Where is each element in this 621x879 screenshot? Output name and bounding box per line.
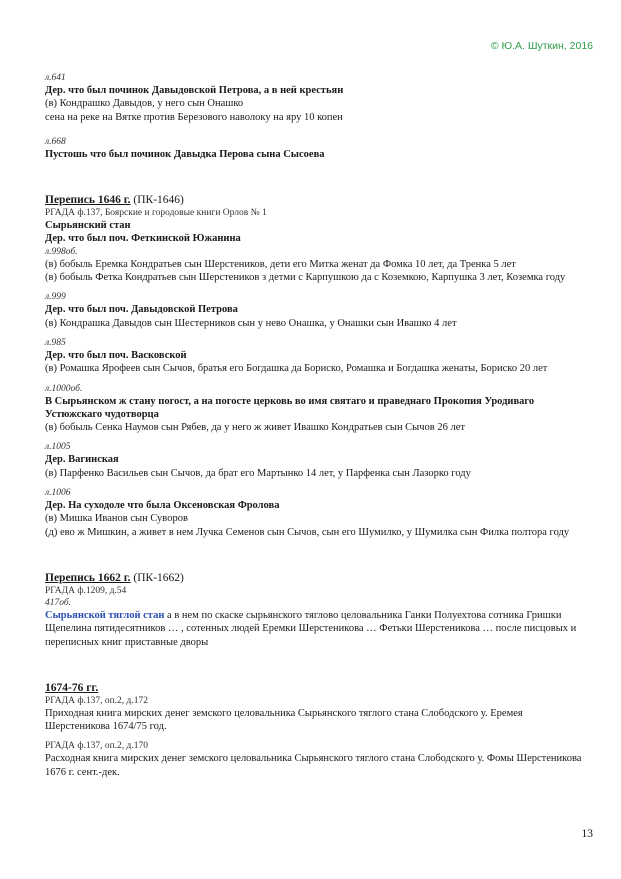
period-title: 1674-76 гг.	[45, 681, 99, 694]
archive-reference: РГАДА ф.137, оп.2, д.170	[45, 741, 149, 752]
stan-title: Сырьянский стан	[45, 220, 131, 232]
entry-line: Расходная книга мирских денег земского целовальника Сырьянского тяглого стана Слободского у. Фомы Шерстеникова 1676 г. сент.-дек.	[45, 753, 582, 778]
entry-title: Дер. Вагинская	[45, 454, 119, 466]
entry-line: Приходная книга мирских денег земского целовальника Сырьянского тяглого стана Слободского у. Еремея Шерстеникова 1674/75 год.	[45, 707, 523, 733]
entry-title: Дер. что был поч. Васковской	[45, 349, 187, 361]
section-heading-1646	[45, 193, 585, 207]
entry-line: (в) Парфенко Васильев сын Сычов, да брат его Мартынко 14 лет, у Парфенка сын Лазорко году	[45, 467, 471, 479]
folio-reference: 417об.	[45, 597, 72, 608]
census-code: (ПК-1662)	[133, 571, 184, 584]
census-1662-body: а в нем по скаске сырьянского тяглово целовальника Ганки Полуехтова сотника Гришки Щепелина пятидесятников … , сотенных людей Еремки Шерстеникова … Фетьки Шерстеникова … после писцовых и переписных книг приставные дворы	[45, 609, 577, 648]
folio-reference: л.1000об.	[45, 383, 83, 394]
entry-title: Дер. что был поч. Феткинской Южанина	[45, 233, 241, 245]
entry-line: (в) Ромашка Ярофеев сын Сычов, братья его Богдашка да Бориско, Ромашка и Богдашка женаты, Бориско 20 лет	[45, 363, 548, 375]
folio-reference: л.985	[45, 337, 66, 348]
folio-reference: л.641	[45, 73, 66, 83]
entry-title: Дер. что был починок Давыдовской Петрова, а в ней крестьян	[45, 85, 344, 96]
folio-reference: л.998об.	[45, 246, 78, 257]
entry-title: Пустошь что был починок Давыдка Перова сына Сысоева	[45, 148, 325, 160]
entry-title: В Сырьянском ж стану погост, а на погосте церковь во имя святаго и праведнаго Прокопия Уродиваго Устюжскаго чудотворца	[45, 395, 535, 420]
entry-title: Дер. На суходоле что была Оксеновская Фролова	[45, 500, 280, 512]
entry-line: (в) Мишка Иванов сын Суворов	[45, 513, 188, 525]
entry-line: (в) бобыль Еремка Кондратьев сын Шерстеников, дети его Митка женат да Фомка 10 лет, да Тренка 5 лет	[45, 258, 516, 270]
copyright-notice: © Ю.А. Шуткин, 2016	[490, 40, 593, 52]
entry-line: сена на реке на Вятке против Березового наволоку на яру 10 копен	[45, 111, 343, 123]
census-title: Перепись 1646 г.	[45, 194, 131, 207]
entry-line: (в) бобыль Сенка Наумов сын Рябев, да у него ж живет Ивашко Кондратьев сын Сычов 26 лет	[45, 422, 465, 434]
folio-reference: л.1006	[45, 488, 71, 499]
folio-reference: л.999	[45, 292, 66, 303]
entry-line: (в) Кондрашка Давыдов сын Шестерников сын у нево Онашка, у Онашки сын Ивашко 4 лет	[45, 317, 457, 329]
page-number: 13	[581, 828, 593, 840]
folio-reference: л.668	[45, 136, 66, 147]
section-heading-1674	[45, 681, 585, 695]
highlighted-stan-name: Сырьянской тяглой стан	[45, 609, 165, 621]
census-title: Перепись 1662 г.	[45, 571, 131, 584]
archive-reference: РГАДА ф.137, Боярские и городовые книги Орлов № 1	[45, 208, 267, 219]
document-body	[45, 72, 585, 779]
census-1662-text	[45, 609, 585, 649]
entry-line: (д) ево ж Мишкин, а живет в нем Лучка Семенов сын Сычов, сын его Шумилко, у Шумилка сын Филка полтора году	[45, 526, 570, 538]
archive-reference: РГАДА ф.137, оп.2, д.172	[45, 695, 149, 706]
entry-title: Дер. что был поч. Давыдовской Петрова	[45, 304, 238, 316]
section-heading-1662	[45, 571, 585, 585]
entry-line: (в) Кондрашко Давыдов, у него сын Онашко	[45, 98, 244, 110]
folio-reference: л.1005	[45, 442, 71, 453]
entry-line: (в) бобыль Фетка Кондратьев сын Шерстеников з детми с Карпушкою да с Коземкою, Карпушка 3 лет, Коземка году	[45, 272, 566, 284]
archive-reference: РГАДА ф.1209, д.54	[45, 585, 127, 596]
census-code: (ПК-1646)	[133, 194, 184, 207]
